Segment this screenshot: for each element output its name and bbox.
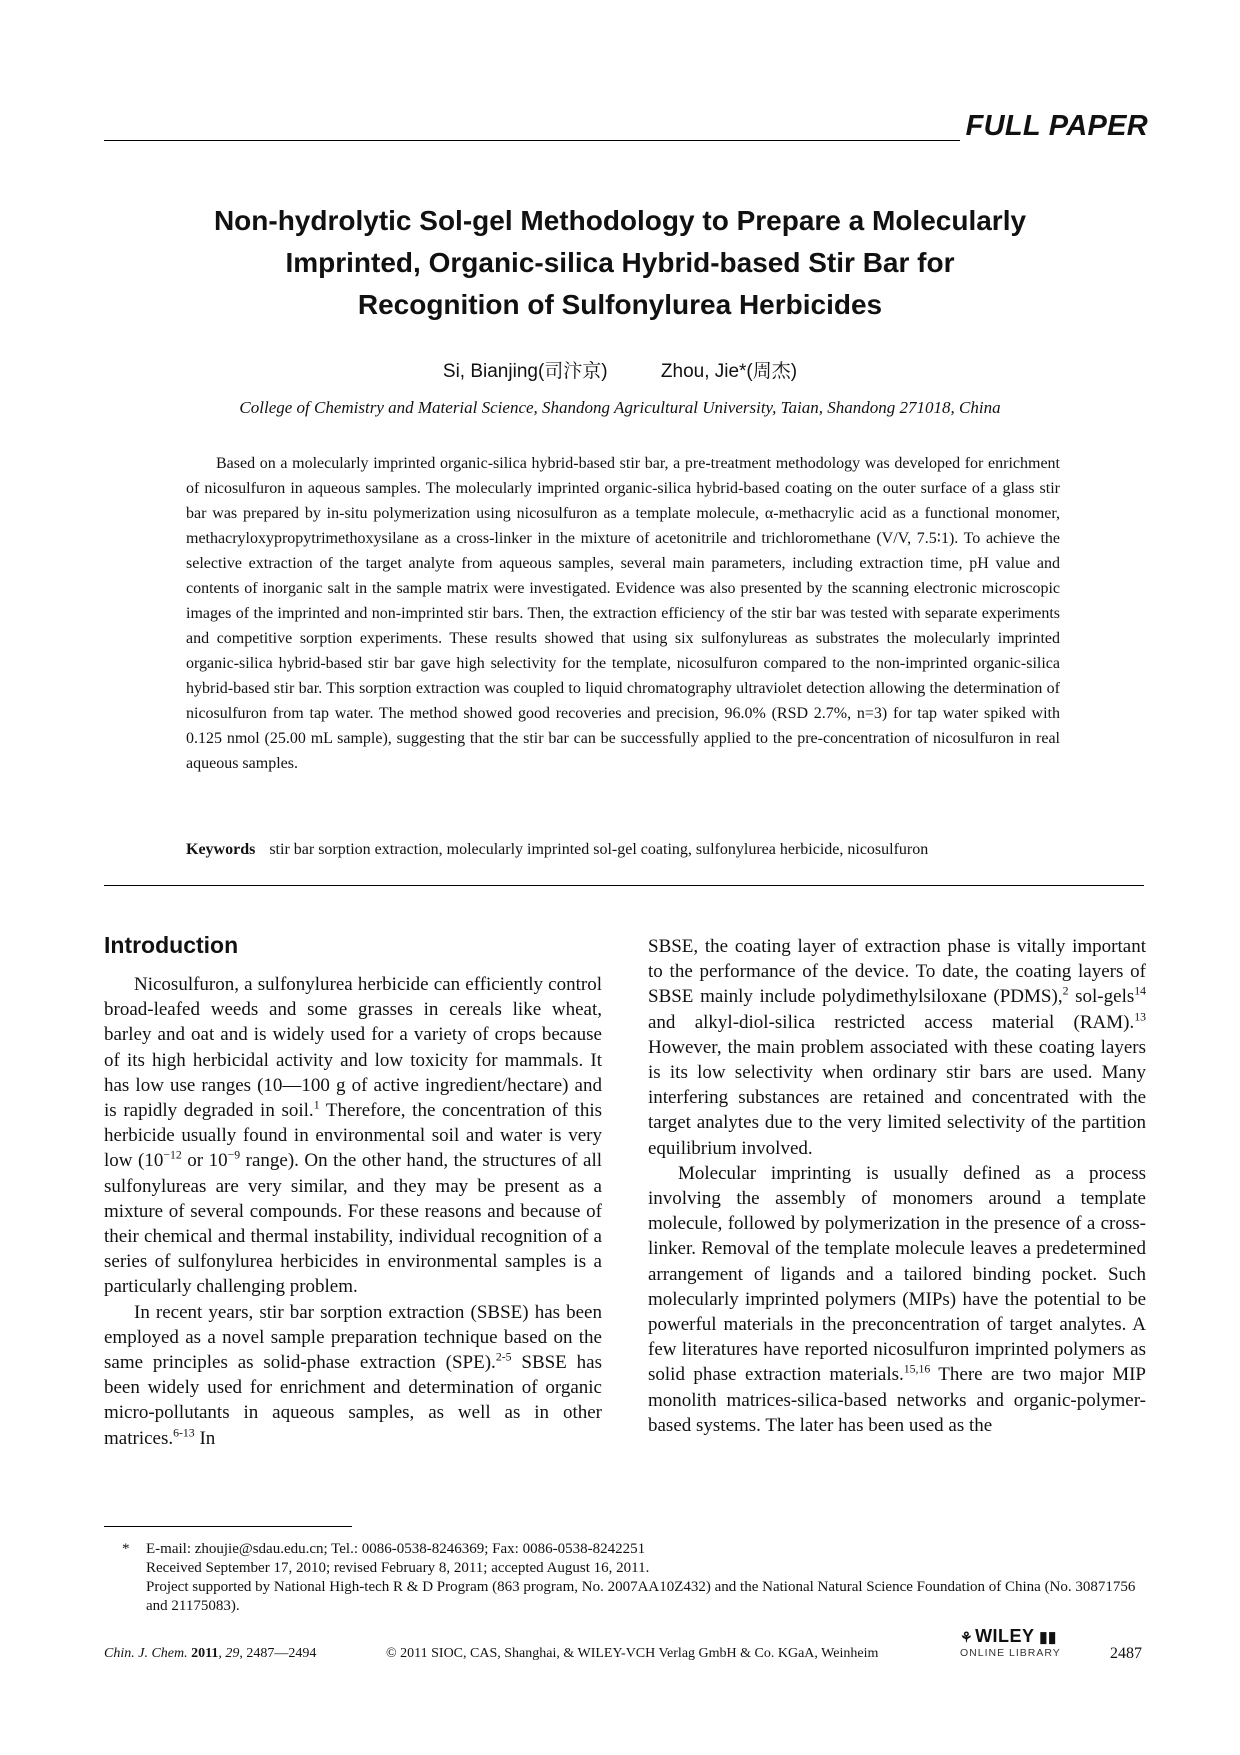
affiliation: College of Chemistry and Material Science, Shandong Agricultural University, Taian, Shandong 271018, China <box>239 398 1001 417</box>
abstract-rule <box>104 885 1144 886</box>
paragraph: Nicosulfuron, a sulfonylurea herbicide can efficiently control broad-leafed weeds and some grasses in cereals like wheat, barley and oat and is widely used for a variety of crops because of its high herbicidal activity and low toxicity for mammals. It has low use ranges (10—100 g of active ingredient/hectare) and is rapidly degraded in soil.$^1$ Therefore, the concentration of this herbicide usually found in environmental soil and water is very low ($10^{-12}$ or $10^{-9}$ range). On the other hand, the structures of all sulfonylureas are very similar, and they may be present as a mixture of several compounds. For these reasons and because of their chemical and thermal instability, individual recognition of a series of sulfonylurea herbicides in environmental samples is a particularly challenging problem. <box>104 974 603 1298</box>
title-line: Non-hydrolytic Sol-gel Methodology to Prepare a Molecularly <box>213 205 1027 236</box>
footnotes <box>122 1540 1152 1616</box>
exponent: −12 <box>163 1149 182 1163</box>
section-label: FULL PAPER <box>965 110 1148 142</box>
header-rule <box>104 140 960 141</box>
paragraph: Molecular imprinting is usually defined as a process involving the assembly of monomers around a template molecule, followed by polymerization in the presence of a cross-linker. Removal of the template molecule leaves a predetermined arrangement of ligands and a tailored binding pocket. Such molecularly imprinted polymers (MIPs) have the potential to be powerful materials in the preconcentration of target analytes. A few literatures have reported nicosulfuron imprinted polymers as solid phase extraction materials.$^{15,16}$ There are two major MIP monolith matrices-silica-based networks and organic-polymer-based systems. The later has been used as the <box>648 1162 1146 1436</box>
wiley-emblem-icon: ⚘ <box>960 1629 974 1645</box>
copyright: © 2011 SIOC, CAS, Shanghai, & WILEY-VCH Verlag GmbH & Co. KGaA, Weinheim <box>386 1646 879 1661</box>
citation: 1 <box>313 1098 320 1112</box>
title-line: Recognition of Sulfonylurea Herbicides <box>357 289 883 320</box>
citation: 6-13 <box>173 1426 195 1440</box>
citation: 2 <box>1062 985 1069 999</box>
keywords-text: stir bar sorption extraction, molecularly imprinted sol-gel coating, sulfonylurea herbicide, nicosulfuron <box>269 841 929 858</box>
footnote-received: Received September 17, 2010; revised February 8, 2011; accepted August 16, 2011. <box>146 1560 650 1576</box>
author: Si, Bianjing(司汴京) <box>442 361 608 382</box>
left-column <box>104 930 602 1451</box>
paragraph: In recent years, stir bar sorption extraction (SBSE) has been employed as a novel sample preparation technique based on the same principles as solid-phase extraction (SPE).$^{2-5}$ SBSE has been widely used for enrichment and determination of organic micro-pollutants in aqueous samples, as well as in other matrices.$^{6-13}$ In <box>104 1301 602 1449</box>
keywords-label: Keywords <box>186 841 256 858</box>
right-column <box>648 934 1146 1438</box>
keywords <box>186 841 1086 859</box>
paper-title <box>150 200 1090 326</box>
author: Zhou, Jie*(周杰) <box>660 361 798 382</box>
paragraph: SBSE, the coating layer of extraction phase is vitally important to the performance of the device. To date, the coating layers of SBSE mainly include polydimethylsiloxane (PDMS),$^2$ sol-gels$^{14}$ and alkyl-diol-silica restricted access material (RAM).$^{13}$ However, the main problem associated with these coating layers is its low selectivity when ordinary stir bars are used. Many interfering substances are retained and concentrated with the target analytes due to the very limited selectivity of the partition equilibrium involved. <box>648 936 1147 1159</box>
citation: 15,16 <box>903 1363 931 1377</box>
section-heading: Introduction <box>104 932 239 958</box>
abstract: Based on a molecularly imprinted organic-silica hybrid-based stir bar, a pre-treatment methodology was developed for enrichment of nicosulfuron in aqueous samples. The molecularly imprinted organic-silica hybrid-based coating on the outer surface of a glass stir bar was prepared by in-situ polymerization using nicosulfuron as a template molecule, α-methacrylic acid as a functional monomer, methacryloxypropytrimethoxysilane as a cross-linker in the mixture of acetonitrile and trichloromethane (V/V, 7.5∶1). To achieve the selective extraction of the target analyte from aqueous samples, several main parameters, including extraction time, pH value and contents of inorganic salt in the sample matrix were investigated. Evidence was also presented by the scanning electronic microscopic images of the imprinted and non-imprinted stir bars. Then, the extraction efficiency of the stir bar was tested with separate experiments and competitive sorption experiments. These results showed that using six sulfonylureas as substrates the molecularly imprinted organic-silica hybrid-based stir bar gave high selectivity for the template, nicosulfuron compared to the non-imprinted organic-silica hybrid-based stir bar. This sorption extraction was coupled to liquid chromatography ultraviolet detection allowing the determination of nicosulfuron from tap water. The method showed good recoveries and precision, 96.0% (RSD 2.7%, n=3) for tap water spiked with 0.125 nmol (25.00 mL sample), suggesting that the stir bar can be successfully applied to the pre-concentration of nicosulfuron in real aqueous samples. <box>186 455 1060 772</box>
author-list <box>0 356 1240 383</box>
citation: 14 <box>1134 985 1147 999</box>
page-number: 2487 <box>1110 1645 1142 1662</box>
title-line: Imprinted, Organic-silica Hybrid-based Stir Bar for <box>285 247 955 278</box>
footnote-star: * <box>122 1541 130 1557</box>
wiley-logo: ⚘ WILEY ▮▮ ONLINE LIBRARY <box>960 1626 1061 1659</box>
footnote-rule <box>104 1526 352 1527</box>
citation: 13 <box>1134 1010 1146 1024</box>
footnote-contact: * E-mail: zhoujie@sdau.edu.cn; Tel.: 0086-0538-8246369; Fax: 0086-0538-8242251 <box>122 1541 646 1557</box>
footnote-funding: Project supported by National High-tech R & D Program (863 program, No. 2007AA10Z432) and the National Natural Science Foundation of China (No. 30871756 and 21175083). <box>146 1579 1136 1614</box>
exponent: −9 <box>227 1149 241 1163</box>
journal-citation: Chin. J. Chem. 2011, 29, 2487—2494 <box>104 1646 317 1661</box>
citation: 2-5 <box>495 1350 512 1364</box>
